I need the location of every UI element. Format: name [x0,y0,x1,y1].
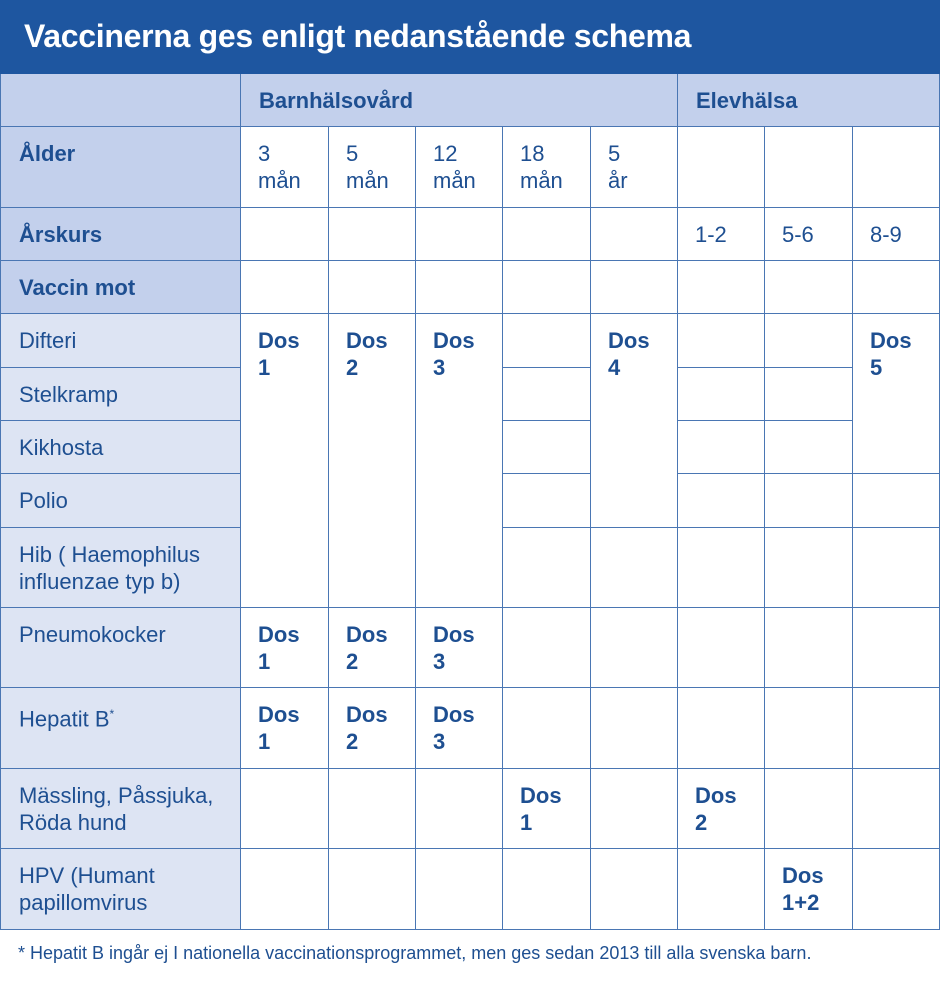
empty-cell [503,421,591,474]
dose-number: 3 [433,355,446,380]
disease-label-hib [0,528,241,608]
dose-word: Dos [346,622,388,647]
empty-cell [678,474,765,528]
dose-word: Dos [433,702,475,727]
dose-cell [591,314,678,528]
empty-cell [678,368,765,421]
empty-cell [853,127,940,208]
empty-cell [591,849,678,930]
empty-cell [853,849,940,930]
dose-number: 3 [433,649,446,674]
dose-number: 2 [695,810,708,835]
dose-word: Dos [870,328,912,353]
dose-cell [853,314,940,474]
empty-cell [329,769,416,849]
empty-cell [765,368,853,421]
age-value: 12 [433,141,458,166]
empty-cell [591,769,678,849]
disease-label-pneumokocker: Pneumokocker [0,608,241,688]
group-header-elevhalsa: Elevhälsa [678,74,940,127]
row-label-arskurs: Årskurs [0,208,241,261]
dose-word: Dos [258,328,300,353]
dose-number: 1 [258,355,271,380]
empty-cell [678,421,765,474]
dose-word: Dos [433,622,475,647]
dose-cell [241,688,329,769]
footnote-mark: * [109,707,115,721]
dose-number: 4 [608,355,621,380]
dose-word: Dos [346,328,388,353]
dose-number: 1 [258,729,271,754]
empty-cell [591,688,678,769]
age-unit: år [608,168,628,193]
disease-label-polio: Polio [0,474,241,528]
empty-cell [416,208,503,261]
empty-cell [678,849,765,930]
empty-cell [503,261,591,314]
age-unit: mån [346,168,389,193]
dose-number: 1 [258,649,271,674]
dose-number: 2 [346,729,359,754]
dose-cell [241,314,329,608]
empty-cell [503,314,591,368]
empty-cell [591,208,678,261]
dose-number: 1+2 [782,890,820,915]
label-line: Mässling, Påssjuka, [19,783,214,808]
empty-cell [503,208,591,261]
empty-cell [329,208,416,261]
empty-cell [591,261,678,314]
grade-cell: 5-6 [765,208,853,261]
empty-cell [416,261,503,314]
row-label-vaccin-mot: Vaccin mot [0,261,241,314]
dose-number: 1 [520,810,533,835]
empty-cell [853,769,940,849]
grade-cell: 1-2 [678,208,765,261]
dose-word: Dos [258,622,300,647]
empty-cell [241,208,329,261]
empty-cell [503,528,591,608]
age-cell [591,127,678,208]
label-line: influenzae typ b) [19,569,181,594]
dose-word: Dos [346,702,388,727]
dose-number: 3 [433,729,446,754]
age-unit: mån [258,168,301,193]
dose-number: 2 [346,355,359,380]
empty-cell [678,127,765,208]
age-cell [241,127,329,208]
dose-cell [678,769,765,849]
dose-cell [329,608,416,688]
empty-cell [678,261,765,314]
empty-cell [765,688,853,769]
empty-cell [765,127,853,208]
dose-cell [416,314,503,608]
empty-cell [329,849,416,930]
grade-cell: 8-9 [853,208,940,261]
disease-label-hepatit-b [0,688,241,769]
label-line: HPV (Humant [19,863,155,888]
dose-word: Dos [520,783,562,808]
empty-cell [503,474,591,528]
age-value: 18 [520,141,545,166]
empty-cell [765,421,853,474]
age-unit: mån [433,168,476,193]
disease-label-hpv [0,849,241,930]
dose-cell [416,688,503,769]
corner-cell [0,74,241,127]
empty-cell [765,528,853,608]
dose-word: Dos [608,328,650,353]
empty-cell [503,368,591,421]
empty-cell [678,688,765,769]
page-title: Vaccinerna ges enligt nedanstående schema [24,18,692,54]
empty-cell [329,261,416,314]
empty-cell [241,769,329,849]
vaccination-schedule-table [0,74,940,931]
empty-cell [765,474,853,528]
empty-cell [503,688,591,769]
row-label-alder: Ålder [0,127,241,208]
empty-cell [765,769,853,849]
age-value: 3 [258,141,271,166]
dose-number: 2 [346,649,359,674]
dose-number: 5 [870,355,883,380]
empty-cell [765,261,853,314]
empty-cell [503,849,591,930]
empty-cell [853,608,940,688]
dose-cell [241,608,329,688]
age-value: 5 [346,141,359,166]
label-line: Röda hund [19,810,127,835]
age-cell [416,127,503,208]
empty-cell [765,608,853,688]
dose-word: Dos [258,702,300,727]
dose-cell [329,688,416,769]
disease-label-mpr [0,769,241,849]
empty-cell [503,608,591,688]
label-text: Hepatit B [19,706,110,732]
label-line: Hib ( Haemophilus [19,542,200,567]
disease-label-stelkramp: Stelkramp [0,368,241,421]
empty-cell [416,849,503,930]
empty-cell [853,261,940,314]
dose-cell [329,314,416,608]
title-bar [0,0,940,74]
empty-cell [853,688,940,769]
age-value: 5 [608,141,621,166]
age-cell [503,127,591,208]
empty-cell [678,314,765,368]
empty-cell [241,261,329,314]
age-cell [329,127,416,208]
dose-cell [416,608,503,688]
empty-cell [591,528,678,608]
group-header-barnhalsovard: Barnhälsovård [241,74,678,127]
label-line: papillomvirus [19,890,148,915]
dose-cell [503,769,591,849]
footnote: * Hepatit B ingår ej I nationella vaccinationsprogrammet, men ges sedan 2013 till alla svenska barn. [18,943,812,963]
dose-word: Dos [782,863,824,888]
disease-label-difteri: Difteri [0,314,241,368]
empty-cell [416,769,503,849]
dose-word: Dos [433,328,475,353]
empty-cell [853,474,940,528]
empty-cell [765,314,853,368]
age-unit: mån [520,168,563,193]
dose-cell [765,849,853,930]
empty-cell [678,528,765,608]
dose-word: Dos [695,783,737,808]
empty-cell [853,528,940,608]
empty-cell [591,608,678,688]
empty-cell [241,849,329,930]
disease-label-kikhosta: Kikhosta [0,421,241,474]
empty-cell [678,608,765,688]
